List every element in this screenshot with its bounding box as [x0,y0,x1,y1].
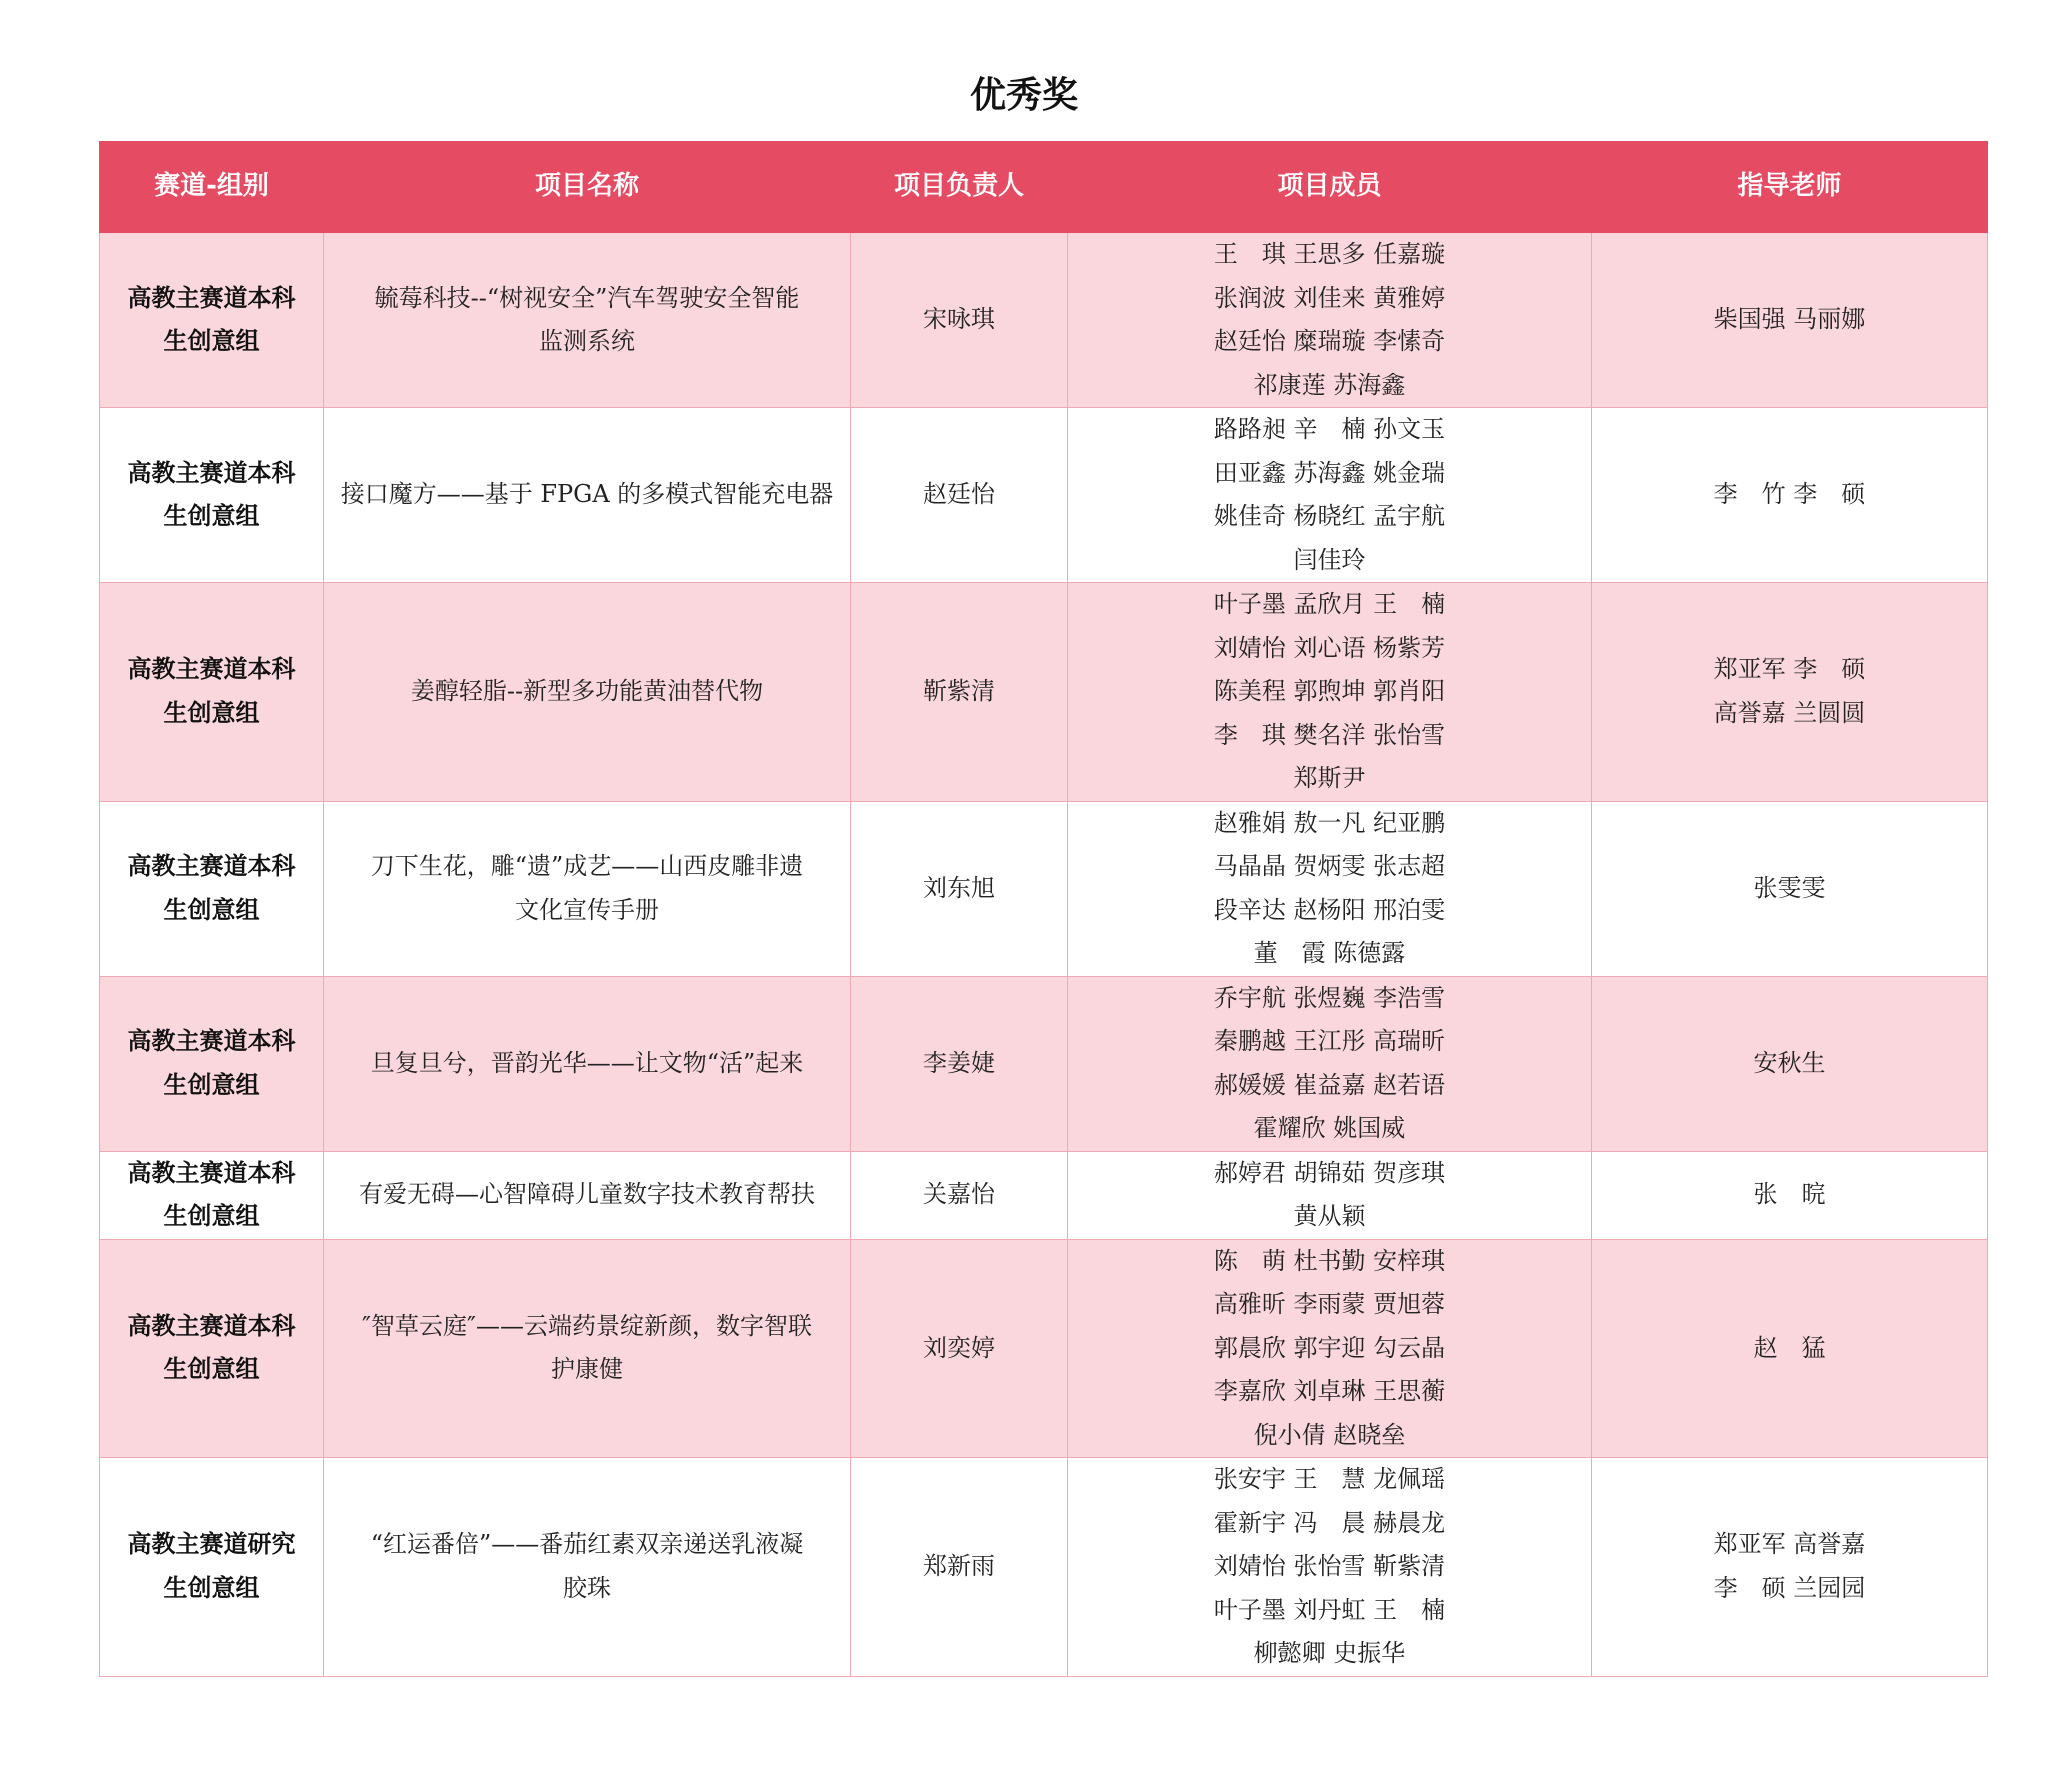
leader-name: 关嘉怡 [923,1180,995,1209]
members-line: 路路昶 辛 楠 孙文玉 [1213,415,1446,443]
members-line: 陈 萌 杜书勤 安梓琪 [1213,1246,1446,1275]
cell-group [100,1458,324,1677]
group-text-line: 生创意组 [163,895,260,924]
column-header-leader: 项目负责人 [851,142,1068,233]
members-line: 叶子墨 刘丹虹 王 楠 [1213,1595,1446,1624]
project-name-line: 接口魔方——基于 FPGA 的多模式智能充电器 [340,480,834,509]
cell-mentors [1592,801,1988,976]
members-line: 霍新宇 冯 晨 赫晨龙 [1213,1508,1446,1537]
leader-name: 郑新雨 [923,1552,995,1580]
group-text-line: 生创意组 [163,698,260,727]
group-text-line: 高教主赛道本科 [127,1027,296,1055]
leader-name: 李姜婕 [923,1048,995,1077]
cell-leader [851,1458,1068,1677]
members-line: 刘婧怡 刘心语 杨紫芳 [1213,633,1446,662]
cell-leader [851,1151,1068,1239]
table-row [100,1151,1988,1239]
cell-project [324,1239,851,1458]
cell-group [100,801,324,976]
project-name-line: 姜醇轻脂--新型多功能黄油替代物 [410,677,764,705]
cell-project [324,976,851,1151]
members-line: 张润波 刘佳来 黄雅婷 [1213,283,1446,312]
mentors-line: 李 竹 李 硕 [1713,480,1866,509]
cell-mentors [1592,1151,1988,1239]
cell-leader [851,976,1068,1151]
cell-group [100,233,324,408]
table-row [100,801,1988,976]
group-text-line: 高教主赛道本科 [127,852,296,880]
cell-project [324,1458,851,1677]
cell-members [1068,233,1592,408]
group-text-line: 生创意组 [163,1202,260,1230]
column-header-mentors: 指导老师 [1592,142,1988,233]
header-row [100,142,1988,233]
group-text-line: 高教主赛道本科 [127,655,296,684]
cell-members [1068,583,1592,802]
table-row [100,1458,1988,1677]
project-name-line: 毓莓科技--“树视安全”汽车驾驶安全智能 [374,283,800,312]
members-line: 董 霞 陈德露 [1253,939,1406,967]
group-text-line: 高教主赛道本科 [127,458,296,487]
cell-mentors [1592,1458,1988,1677]
leader-name: 靳紫清 [923,677,995,705]
project-name-line: 旦复旦兮，晋韵光华——让文物“活”起来 [370,1048,804,1077]
project-name-line: 刀下生花，雕“遗”成艺——山西皮雕非遗 [370,852,804,880]
cell-project [324,408,851,583]
members-line: 张安宇 王 慧 龙佩瑶 [1213,1465,1446,1493]
cell-group [100,583,324,802]
members-line: 赵廷怡 糜瑞璇 李愫奇 [1213,327,1446,355]
mentors-line: 赵 猛 [1753,1333,1826,1362]
cell-members [1068,801,1592,976]
cell-leader [851,1239,1068,1458]
cell-group [100,1151,324,1239]
leader-name: 刘奕婷 [923,1333,995,1362]
column-header-members: 项目成员 [1068,142,1592,233]
mentors-line: 高誉嘉 兰圆圆 [1713,698,1866,727]
members-line: 赵雅娟 敖一凡 纪亚鹏 [1213,808,1446,837]
cell-leader [851,583,1068,802]
mentors-line: 柴国强 马丽娜 [1713,305,1866,334]
members-line: 黄从颖 [1293,1202,1366,1230]
members-line: 姚佳奇 杨晓红 孟宇航 [1213,502,1446,530]
members-line: 郝媛媛 崔益嘉 赵若语 [1213,1070,1446,1099]
cell-mentors [1592,408,1988,583]
mentors-line: 郑亚军 高誉嘉 [1713,1530,1866,1559]
cell-leader [851,408,1068,583]
members-line: 闫佳玲 [1293,545,1366,574]
project-name-line: 监测系统 [539,327,635,355]
table-row [100,976,1988,1151]
members-line: 陈美程 郭煦坤 郭肖阳 [1213,677,1446,705]
table-row [100,408,1988,583]
members-line: 郭晨欣 郭宇迎 勾云晶 [1213,1333,1446,1362]
cell-members [1068,1458,1592,1677]
project-name-line: ″智草云庭″——云端药景绽新颜，数字智联 [362,1311,812,1340]
cell-members [1068,976,1592,1151]
table-row [100,1239,1988,1458]
mentors-line: 郑亚军 李 硕 [1713,655,1866,684]
cell-mentors [1592,976,1988,1151]
cell-leader [851,233,1068,408]
members-line: 霍耀欣 姚国威 [1253,1114,1406,1142]
leader-name: 赵廷怡 [923,480,995,509]
group-text-line: 高教主赛道研究 [127,1530,296,1559]
page-title: 优秀奖 [969,75,1078,116]
column-header-project: 项目名称 [324,142,851,233]
group-text-line: 高教主赛道本科 [127,1311,296,1340]
column-header-group: 赛道-组别 [100,142,324,233]
group-text-line: 生创意组 [163,1355,260,1384]
cell-members [1068,408,1592,583]
cell-group [100,408,324,583]
cell-group [100,976,324,1151]
project-name-line: 有爱无碍—心智障碍儿童数字技术教育帮扶 [359,1180,815,1209]
project-name-line: “红运番倍”——番茄红素双亲递送乳液凝 [370,1530,804,1559]
members-line: 祁康莲 苏海鑫 [1253,370,1406,399]
cell-mentors [1592,233,1988,408]
members-line: 刘婧怡 张怡雪 靳紫清 [1213,1552,1446,1580]
cell-leader [851,801,1068,976]
table-row [100,583,1988,802]
members-line: 郝婷君 胡锦茹 贺彦琪 [1213,1158,1446,1187]
mentors-line: 张 晥 [1753,1180,1826,1209]
members-line: 郑斯尹 [1293,764,1366,792]
project-name-line: 护康健 [551,1355,623,1384]
project-name-line: 文化宣传手册 [515,895,659,924]
group-text-line: 生创意组 [163,1573,260,1602]
mentors-line: 李 硕 兰园园 [1713,1573,1866,1602]
cell-members [1068,1239,1592,1458]
cell-project [324,233,851,408]
cell-project [324,1151,851,1239]
mentors-line: 张雯雯 [1753,873,1826,902]
members-line: 田亚鑫 苏海鑫 姚金瑞 [1213,458,1446,487]
members-line: 秦鹏越 王江彤 高瑞昕 [1213,1027,1446,1055]
cell-group [100,1239,324,1458]
members-line: 乔宇航 张煜巍 李浩雪 [1213,983,1446,1012]
members-line: 高雅昕 李雨蒙 贾旭蓉 [1213,1290,1446,1318]
group-text-line: 生创意组 [163,1070,260,1099]
members-line: 李嘉欣 刘卓琳 王思蘅 [1213,1377,1446,1405]
group-text-line: 生创意组 [163,327,260,355]
cell-project [324,583,851,802]
awards-table [99,141,1988,1677]
project-name-line: 胶珠 [563,1573,611,1602]
members-line: 柳懿卿 史振华 [1253,1639,1406,1667]
members-line: 倪小倩 赵晓垒 [1253,1420,1406,1449]
group-text-line: 生创意组 [163,502,260,530]
cell-mentors [1592,583,1988,802]
leader-name: 刘东旭 [923,873,995,902]
members-line: 王 琪 王思多 任嘉璇 [1213,240,1446,268]
cell-mentors [1592,1239,1988,1458]
group-text-line: 高教主赛道本科 [127,283,296,312]
members-line: 马晶晶 贺炳雯 张志超 [1213,852,1446,880]
group-text-line: 高教主赛道本科 [127,1158,296,1187]
members-line: 段辛达 赵杨阳 邢泊雯 [1213,895,1446,924]
table-row [100,233,1988,408]
cell-project [324,801,851,976]
mentors-line: 安秋生 [1753,1048,1826,1077]
members-line: 叶子墨 孟欣月 王 楠 [1213,590,1446,618]
leader-name: 宋咏琪 [923,305,995,334]
cell-members [1068,1151,1592,1239]
members-line: 李 琪 樊名洋 张怡雪 [1213,720,1446,749]
